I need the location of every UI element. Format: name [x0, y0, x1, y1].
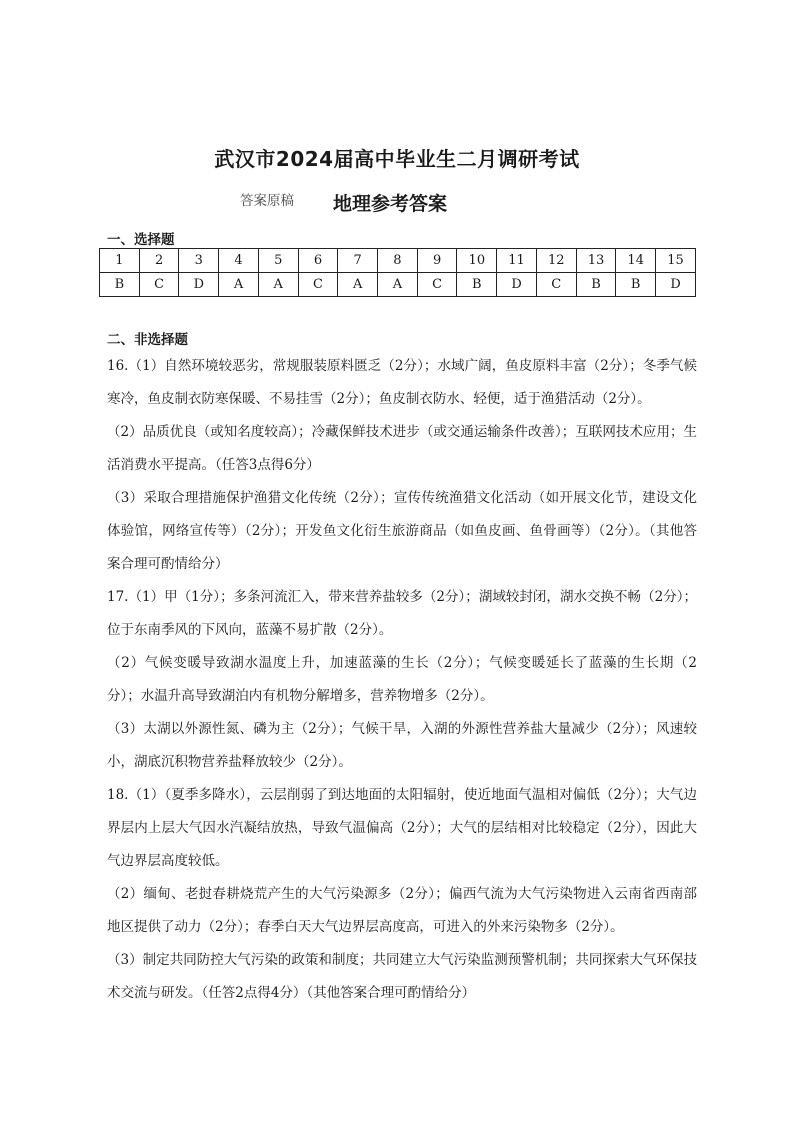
answer-paragraph-18-3: （3）制定共同防控大气污染的政策和制度；共同建立大气污染监测预警机制；共同探索大气环保技术交流与研发。（任答2点得4分）（其他答案合理可酌情给分） [107, 952, 697, 1001]
answer-cell: A [378, 273, 418, 297]
question-number: 4 [219, 249, 259, 273]
question-number: 1 [100, 249, 140, 273]
question-number: 11 [497, 249, 537, 273]
answer-cell: D [179, 273, 219, 297]
question-number: 6 [298, 249, 338, 273]
question-number: 15 [656, 249, 696, 273]
question-number: 7 [338, 249, 378, 273]
question-number: 3 [179, 249, 219, 273]
answer-paragraph-17-3: （3）太湖以外源性氮、磷为主（2分）；气候干旱，入湖的外源性营养盐大量减少（2分）；风速较小，湖底沉积物营养盐释放较少（2分）。 [107, 721, 697, 770]
answer-table [99, 248, 696, 297]
draft-label: 答案原稿 [240, 193, 294, 209]
answer-paragraph-18-1: 18.（1）（夏季多降水），云层削弱了到达地面的太阳辐射，使近地面气温相对偏低（2分）；大气边界层内上层大气因水汽凝结放热，导致气温偏高（2分）；大气的层结相对比较稳定（2分），因此大气边界层高度较低。 [107, 787, 697, 869]
question-number: 2 [139, 249, 179, 273]
answer-cell: C [298, 273, 338, 297]
question-number: 9 [417, 249, 457, 273]
answer-key-subtitle: 地理参考答案 [333, 193, 448, 215]
answer-cell: B [576, 273, 616, 297]
free-response-answers [107, 350, 697, 1010]
answer-cell: B [100, 273, 140, 297]
section-free-response-heading: 二、非选择题 [107, 332, 188, 348]
answer-paragraph-18-2: （2）缅甸、老挝春耕烧荒产生的大气污染源多（2分）；偏西气流为大气污染物进入云南省西南部地区提供了动力（2分）；春季白天大气边界层高度高，可进入的外来污染物多（2分）。 [107, 886, 697, 935]
answer-row [100, 273, 696, 297]
exam-title: 武汉市2024届高中毕业生二月调研考试 [214, 147, 580, 171]
answer-paragraph-16-1: 16.（1）自然环境较恶劣，常规服装原料匮乏（2分）；水域广阔，鱼皮原料丰富（2分）；冬季气候寒冷，鱼皮制衣防寒保暖、不易挂雪（2分）；鱼皮制衣防水、轻便，适于渔猎活动（2分）。 [107, 358, 697, 407]
question-number: 14 [616, 249, 656, 273]
answer-cell: C [417, 273, 457, 297]
answer-cell: B [616, 273, 656, 297]
answer-cell: C [536, 273, 576, 297]
answer-cell: C [139, 273, 179, 297]
answer-cell: D [497, 273, 537, 297]
answer-cell: A [219, 273, 259, 297]
question-number: 5 [258, 249, 298, 273]
answer-cell: D [656, 273, 696, 297]
question-number-row [100, 249, 696, 273]
question-number: 8 [378, 249, 418, 273]
answer-cell: A [338, 273, 378, 297]
answer-paragraph-16-3: （3）采取合理措施保护渔猎文化传统（2分）；宣传传统渔猎文化活动（如开展文化节，建设文化体验馆，网络宣传等）（2分）；开发鱼文化衍生旅游商品（如鱼皮画、鱼骨画等）（2分）。（其他答案合理可酌情给分） [107, 490, 697, 572]
question-number: 12 [536, 249, 576, 273]
answer-cell: A [258, 273, 298, 297]
section-multiple-choice-heading: 一、选择题 [107, 232, 175, 248]
answer-paragraph-17-1: 17.（1）甲（1分）；多条河流汇入，带来营养盐较多（2分）；湖域较封闭，湖水交换不畅（2分）；位于东南季风的下风向，蓝藻不易扩散（2分）。 [107, 589, 697, 638]
answer-cell: B [457, 273, 497, 297]
question-number: 10 [457, 249, 497, 273]
question-number: 13 [576, 249, 616, 273]
answer-paragraph-17-2: （2）气候变暖导致湖水温度上升，加速蓝藻的生长（2分）；气候变暖延长了蓝藻的生长期（2分）；水温升高导致湖泊内有机物分解增多，营养物增多（2分）。 [107, 655, 697, 704]
answer-paragraph-16-2: （2）品质优良（或知名度较高）；冷藏保鲜技术进步（或交通运输条件改善）；互联网技术应用；生活消费水平提高。（任答3点得6分） [107, 424, 697, 473]
